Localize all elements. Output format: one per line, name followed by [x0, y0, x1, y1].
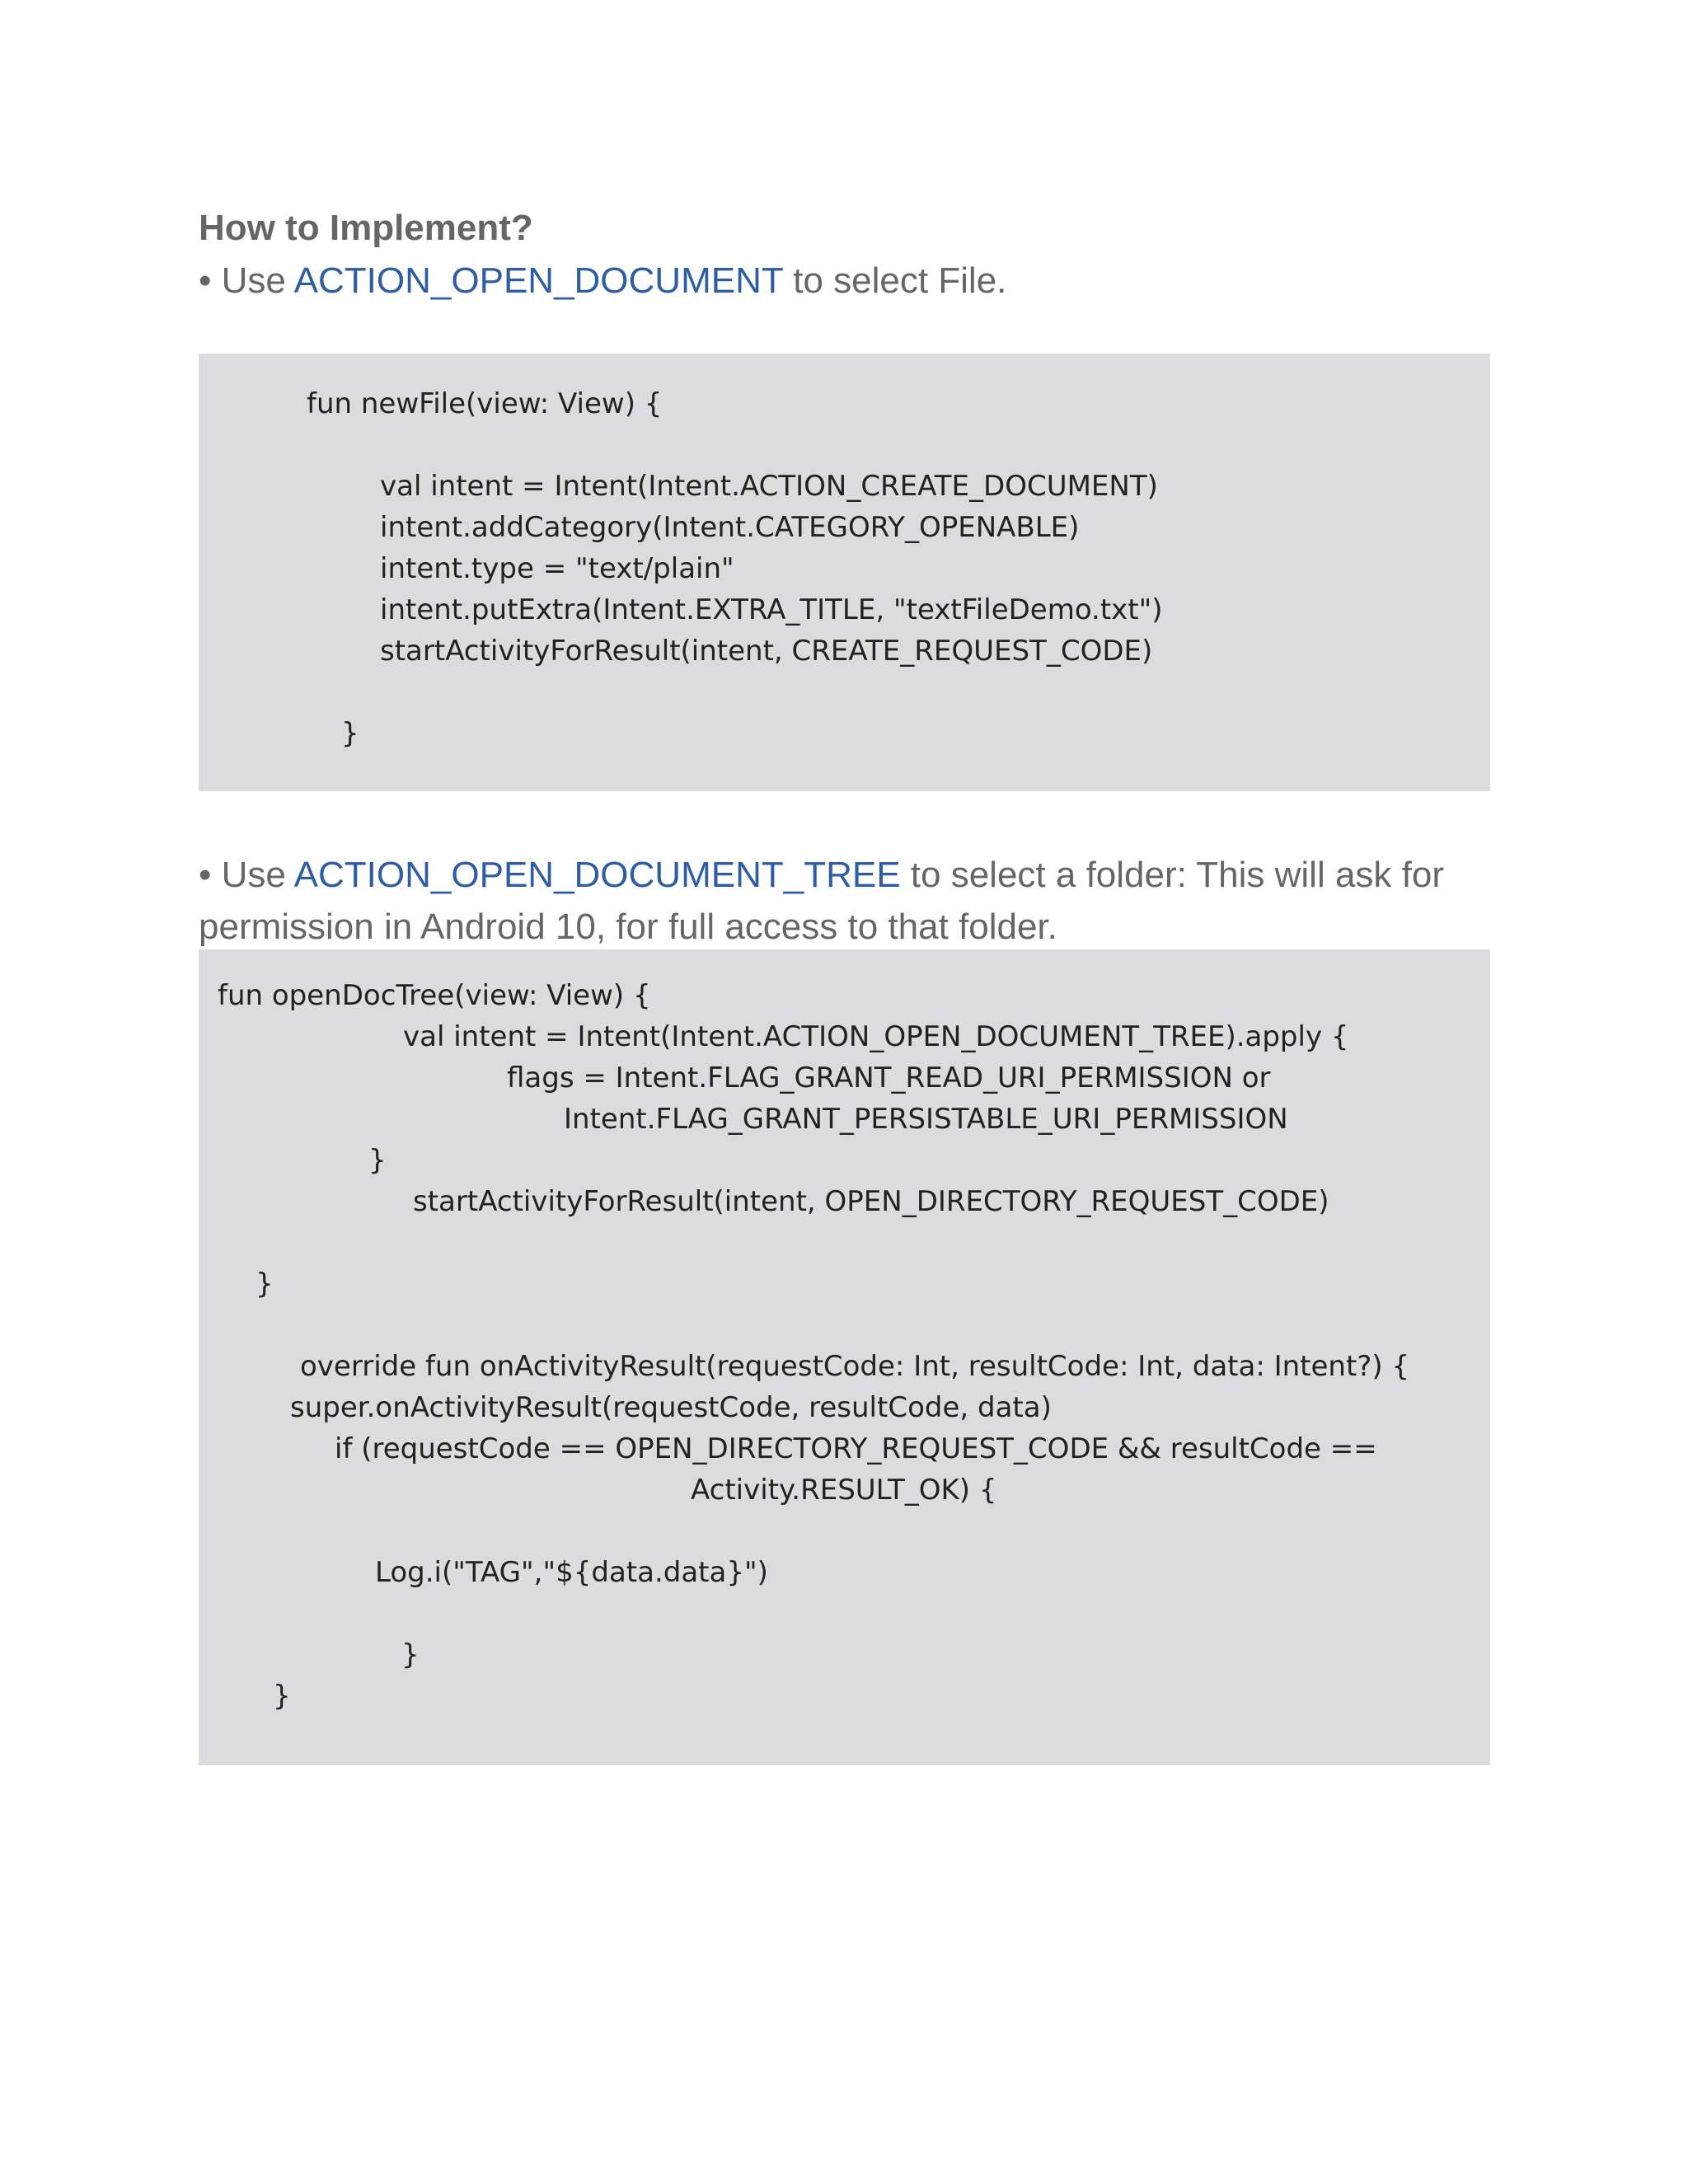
code-line: fun openDocTree(view: View) {	[218, 979, 651, 1012]
code-line: intent.type = "text/plain"	[380, 552, 734, 585]
code-line: flags = Intent.FLAG_GRANT_READ_URI_PERMISSION or	[507, 1062, 1271, 1094]
instruction-text: to select File.	[782, 260, 1007, 301]
code-line: }	[341, 717, 359, 750]
instruction-file	[199, 255, 1006, 307]
code-line: val intent = Intent(Intent.ACTION_OPEN_DOCUMENT_TREE).apply {	[403, 1020, 1349, 1053]
instruction-folder	[199, 849, 1493, 953]
code-line: startActivityForResult(intent, OPEN_DIRECTORY_REQUEST_CODE)	[413, 1185, 1329, 1218]
code-block-new-file	[199, 354, 1490, 791]
action-open-document-tree-link[interactable]: ACTION_OPEN_DOCUMENT_TREE	[293, 855, 901, 895]
code-block-open-doc-tree	[199, 949, 1490, 1765]
code-line: }	[256, 1268, 274, 1301]
code-line: }	[401, 1638, 420, 1671]
code-line: val intent = Intent(Intent.ACTION_CREATE_DOCUMENT)	[380, 470, 1158, 503]
bullet-text: • Use	[199, 260, 294, 301]
action-open-document-link[interactable]: ACTION_OPEN_DOCUMENT	[293, 260, 783, 301]
code-line: Log.i("TAG","${data.data}")	[375, 1556, 768, 1589]
code-line: }	[273, 1680, 291, 1713]
code-line: Activity.RESULT_OK) {	[691, 1474, 997, 1507]
code-line: if (requestCode == OPEN_DIRECTORY_REQUEST_CODE && resultCode ==	[335, 1432, 1377, 1465]
code-line: fun newFile(view: View) {	[307, 387, 663, 420]
code-line: intent.addCategory(Intent.CATEGORY_OPENABLE)	[380, 511, 1080, 544]
code-line: super.onActivityResult(requestCode, resultCode, data)	[290, 1391, 1052, 1424]
code-line: Intent.FLAG_GRANT_PERSISTABLE_URI_PERMISSION	[564, 1103, 1288, 1136]
bullet-text: • Use	[199, 855, 294, 895]
code-line: override fun onActivityResult(requestCode: Int, resultCode: Int, data: Intent?) {	[300, 1350, 1410, 1383]
code-line: startActivityForResult(intent, CREATE_REQUEST_CODE)	[380, 635, 1153, 668]
code-line: intent.putExtra(Intent.EXTRA_TITLE, "textFileDemo.txt")	[380, 593, 1163, 626]
code-line: }	[368, 1144, 387, 1177]
instruction-text: to select a folder: This will ask for permission in Android 10, for full access to that folder.	[199, 855, 1445, 947]
section-heading: How to Implement?	[199, 208, 533, 248]
